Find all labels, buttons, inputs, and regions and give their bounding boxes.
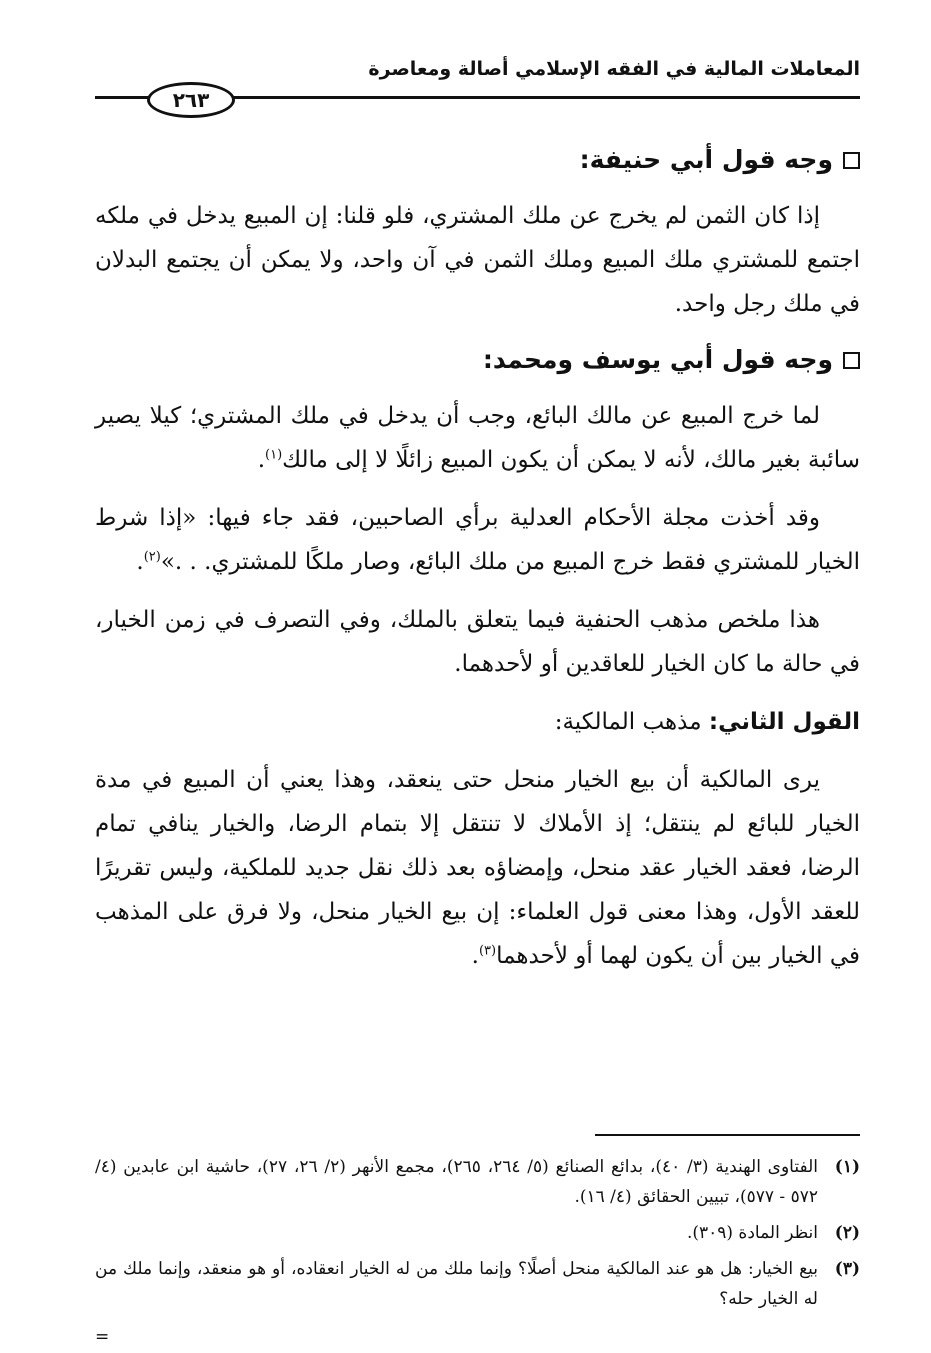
paragraph: لما خرج المبيع عن مالك البائع، وجب أن يدخل في ملك المشتري؛ كيلا يصير سائبة بغير مالك، لأنه لا يمكن أن يكون المبيع زائلًا لا إلى مالك$^{(١)}$. bbox=[95, 403, 860, 473]
footnote bbox=[95, 1152, 860, 1212]
paragraph-text: لما خرج المبيع عن مالك البائع، وجب أن يدخل في ملك المشتري؛ كيلا يصير سائبة بغير مالك، لأنه لا يمكن أن يكون المبيع زائلًا لا إلى مالك bbox=[95, 403, 860, 473]
section-heading-abu-yusuf bbox=[95, 340, 860, 380]
paragraph: هذا ملخص مذهب الحنفية فيما يتعلق بالملك، وفي التصرف في زمن الخيار، في حالة ما كان الخيار للعاقدين أو لأحدهما. bbox=[95, 607, 860, 677]
footnote-ref: (١) bbox=[265, 447, 283, 463]
footnote-text: انظر المادة (٣٠٩). bbox=[686, 1223, 818, 1243]
square-bullet-icon bbox=[843, 352, 860, 369]
footnote-ref: (٢) bbox=[143, 549, 161, 565]
footnote-rule bbox=[595, 1134, 860, 1136]
page bbox=[95, 40, 860, 1347]
running-head bbox=[95, 40, 860, 112]
opinion-title: مذهب المالكية: bbox=[554, 709, 702, 735]
footnotes bbox=[95, 1152, 860, 1320]
heading-text: وجه قول أبي يوسف ومحمد: bbox=[482, 345, 833, 374]
footnote-text: بيع الخيار: هل هو عند المالكية منحل أصلًا؟ وإنما ملك من له الخيار انعقاده، أو هو منعقد، وإنما ملك من له الخيار حله؟ bbox=[95, 1259, 818, 1309]
paragraph-text: يرى المالكية أن بيع الخيار منحل حتى ينعقد، وهذا يعني أن المبيع في مدة الخيار للبائع لم ينتقل؛ إذ الأملاك لا تنتقل إلا بتمام الرضا، والخيار ينافي تمام الرضا، فعقد الخيار عقد منحل، وإمضاؤه بعد ذلك نقل جديد للملكية، وليس تقريرًا للعقد الأول، وهذا معنى قول العلماء: إن بيع الخيار منحل، ولا فرق على المذهب في الخيار بين أن يكون لهما أو لأحدهما bbox=[95, 767, 860, 969]
running-title: المعاملات المالية في الفقه الإسلامي أصالة ومعاصرة bbox=[368, 58, 860, 80]
continuation-mark: = bbox=[95, 1327, 110, 1347]
footnote-number: (٣) bbox=[834, 1259, 860, 1279]
heading-text: وجه قول أبي حنيفة: bbox=[579, 145, 833, 174]
footnote bbox=[95, 1218, 860, 1248]
paragraph: يرى المالكية أن بيع الخيار منحل حتى ينعقد، وهذا يعني أن المبيع في مدة الخيار للبائع لم ينتقل؛ إذ الأملاك لا تنتقل إلا بتمام الرضا، والخيار ينافي تمام الرضا، فعقد الخيار عقد منحل، وإمضاؤه بعد ذلك نقل جديد للملكية، وليس تقريرًا للعقد الأول، وهذا معنى قول العلماء: إن بيع الخيار منحل، ولا فرق على المذهب في الخيار بين أن يكون لهما أو لأحدهما$^{(٣)}$. bbox=[95, 767, 860, 969]
footnote-ref: (٣) bbox=[478, 943, 497, 959]
footnote-number: (١) bbox=[834, 1157, 860, 1177]
paragraph-text: وقد أخذت مجلة الأحكام العدلية برأي الصاحبين، فقد جاء فيها: «إذا شرط الخيار للمشتري فقط خرج المبيع من ملك البائع، وصار ملكًا للمشتري. . .» bbox=[95, 505, 860, 575]
second-opinion-heading bbox=[95, 700, 860, 744]
footnote-number: (٢) bbox=[834, 1223, 860, 1243]
opinion-label: القول الثاني: bbox=[708, 709, 860, 735]
main-text bbox=[95, 140, 860, 992]
square-bullet-icon bbox=[843, 152, 860, 169]
footnote-text: الفتاوى الهندية (٣/ ٤٠)، بدائع الصنائع (٥/ ٢٦٤، ٢٦٥)، مجمع الأنهر (٢/ ٢٦، ٢٧)، حاشية ابن عابدين (٤/ ٥٧٢ - ٥٧٧)، تبيين الحقائق (٤/ ١٦). bbox=[95, 1157, 818, 1207]
footnote bbox=[95, 1254, 860, 1314]
page-number: ٢٦٣ bbox=[147, 82, 235, 118]
paragraph: إذا كان الثمن لم يخرج عن ملك المشتري، فلو قلنا: إن المبيع يدخل في ملكه اجتمع للمشتري ملك المبيع وملك الثمن في آن واحد، ولا يمكن أن يجتمع البدلان في ملك رجل واحد. bbox=[95, 203, 860, 317]
section-heading-abu-hanifa bbox=[95, 140, 860, 180]
paragraph: وقد أخذت مجلة الأحكام العدلية برأي الصاحبين، فقد جاء فيها: «إذا شرط الخيار للمشتري فقط خرج المبيع من ملك البائع، وصار ملكًا للمشتري. . .»$^{(٢)}$. bbox=[95, 505, 860, 575]
